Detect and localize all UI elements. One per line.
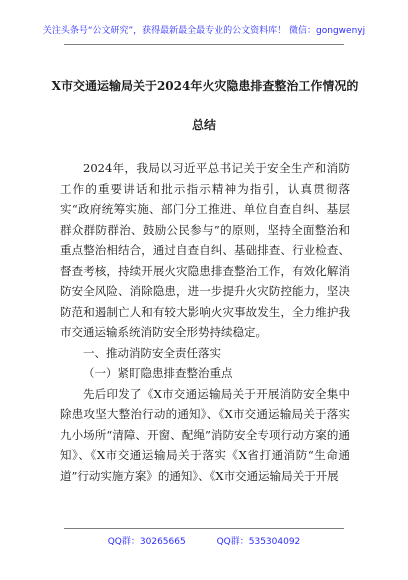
footer-divider: [64, 528, 344, 529]
header-note: 关注头条号“公文研究”，获得最新最全最专业的公文资料库！ 微信：gongwenyj: [42, 26, 366, 36]
document-body: [60, 158, 350, 486]
paragraph-body: 先后印发了《X市交通运输局关于开展消防安全集中除患攻坚大整治行动的通知》、《X市交通运输局关于落实九小场所“清障、开窗、配绳”消防安全专项行动方案的通知》、《X市交通运输局关于落实《X省打通消防“生命通道”行动实施方案》的通知》、《X市交通运输局关于开展: [60, 386, 350, 483]
document-title-line2: 总结: [191, 118, 216, 132]
header-divider: [64, 44, 344, 45]
section-heading: 一、推动消防安全责任落实: [83, 345, 221, 360]
footer: [0, 534, 408, 547]
document-title: X市交通运输局关于2024年火灾隐患排查整治工作情况的: [51, 79, 359, 93]
footer-qq-group-2: QQ群：535304092: [216, 537, 301, 547]
paragraph-intro: 2024年，我局以习近平总书记关于安全生产和消防工作的重要讲话和批示指示精神为指引，认真贯彻落实“政府统筹实施、部门分工推进、单位自查自纠、基层群众群防群治、鼓励公民参与”的原则，坚持全面整治和重点整治相结合，通过自查自纠、基础排查、行业检查、督查考核，持续开展火灾隐患排查整治工作，有效化解消防安全风险、消除隐患，进一步提升火灾防控能力，坚决防范和遏制亡人和有较大影响火灾事故发生，全力维护我市交通运输系统消防安全形势持续稳定。: [60, 161, 350, 339]
footer-qq-group-1: QQ群：30265665: [107, 537, 186, 547]
subsection-heading: （一）紧盯隐患排查整治重点: [83, 366, 233, 380]
